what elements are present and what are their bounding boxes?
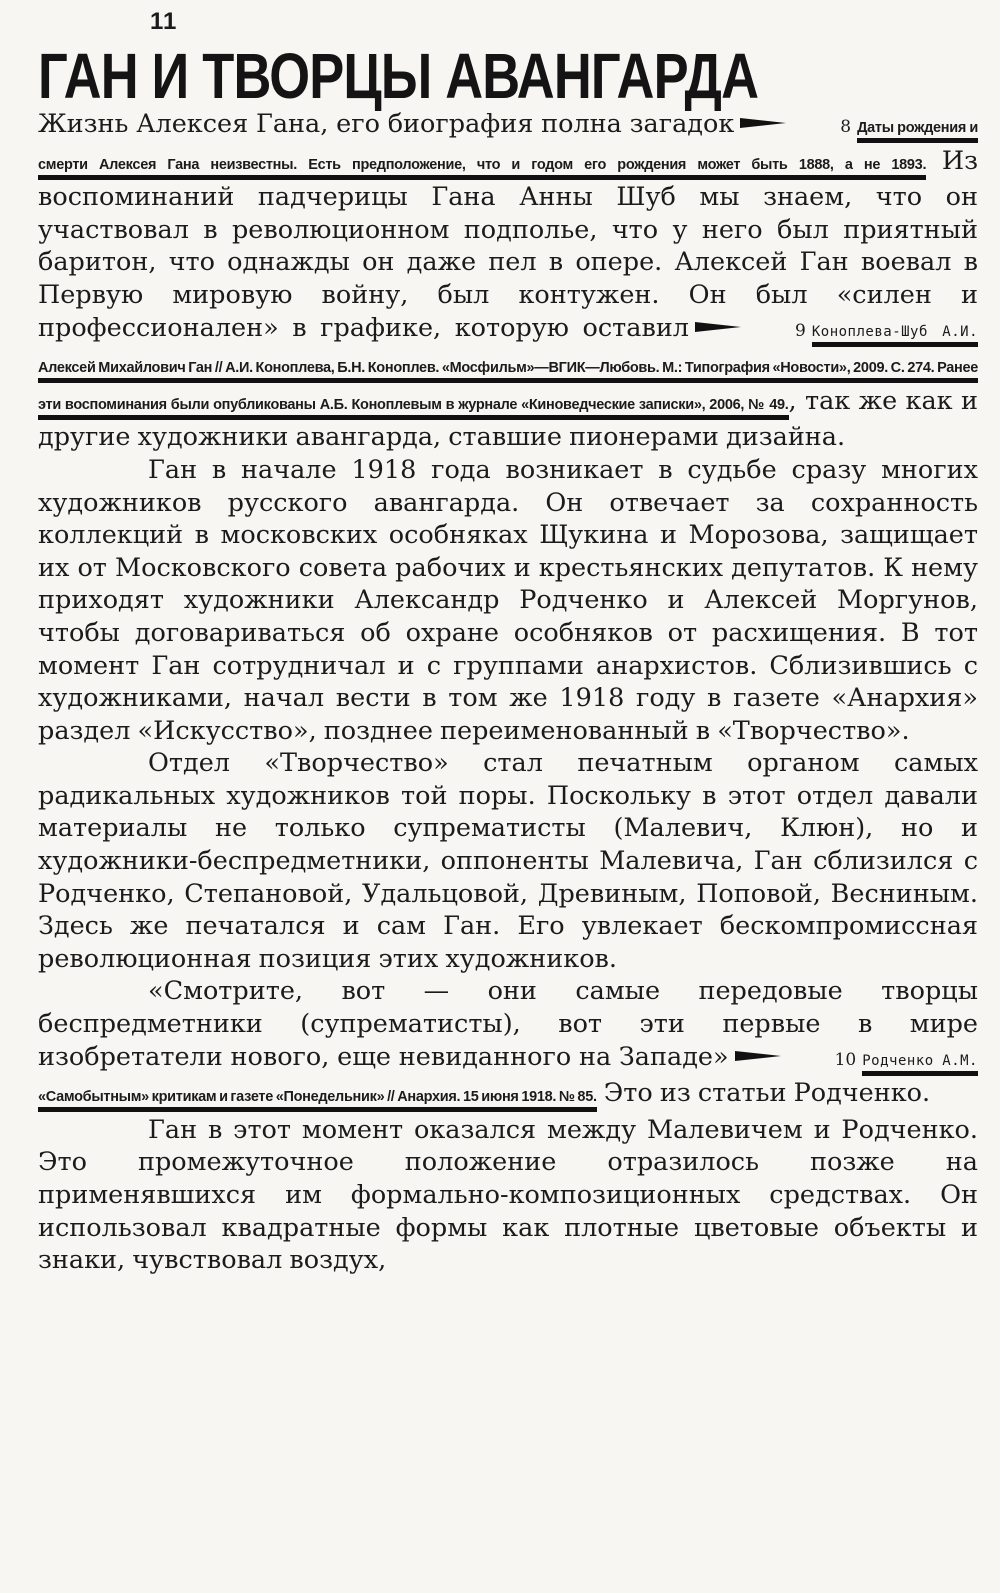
paragraph-3: Отдел «Творчество» стал печатным органом самых радикальных художников той поры. Поскольку в этот отдел давали материалы не только супрематисты (Малевич, Клюн), но и художники-беспредметники, оппоненты Малевича, Ган сблизился с Родченко, Степановой, Удальцовой, Древиным, Поповой, Весниным. Здесь же печатался и сам Ган. Его увлекает бескомпромиссная революционная позиция этих художников. (38, 748, 978, 974)
footnote-9-body: Алексей Михайлович Ган // А.И. Коноплева, Б.Н. Коноплев. «Мосфильм»—ВГИК—Любовь. М.: Типография «Новости», 2009. С. 274. Ранее эти воспоминания были опубликованы А.Б. Коноплевым в журнале «Киноведческие записки», 2006, № 49. (38, 360, 978, 413)
footnote-9-number: 9 (795, 320, 806, 341)
footnote-arrow-icon (735, 1051, 827, 1061)
main-text (38, 108, 978, 1277)
footnote-10-body: «Самобытным» критикам и газете «Понедельник» // Анархия. 15 июня 1918. № 85. (38, 1089, 597, 1106)
paragraph-4 (38, 975, 978, 1113)
footnote-10-number: 10 (834, 1049, 857, 1070)
page-number: 11 (150, 8, 178, 35)
footnote-arrow-icon (695, 322, 787, 332)
paragraph-5: Ган в этот момент оказался между Малевичем и Родченко. Это промежуточное положение отразилось позже на применявшихся им формально-композиционных средствах. Он использовал квадратные формы как плотные цветовые объекты и знаки, чувствовал воздух, (38, 1114, 978, 1276)
footnote-9-author: Коноплева-Шуб А.И. (811, 323, 979, 340)
paragraph-1-part-b: Из воспоминаний падчерицы Гана Анны Шуб мы знаем, что он участвовал в революционном подполье, что у него был приятный баритон, что однажды он даже пел в опере. Алексей Ган воевал в Первую мировую войну, был контужен. Он был «силен и профессионален» в графике, которую оставил (38, 145, 978, 343)
paragraph-1-part-a: Жизнь Алексея Гана, его биография полна загадок (38, 109, 735, 139)
paragraph-1 (38, 108, 978, 454)
paragraph-1-part-c: , так же как и другие художники авангарда, ставшие пионерами дизайна. (38, 385, 978, 453)
page-title: ГАН И ТВОРЦЫ АВАНГАРДА (38, 40, 759, 112)
footnote-arrow-icon (740, 118, 832, 128)
footnote-8-number: 8 (840, 117, 852, 137)
paragraph-2: Ган в начале 1918 года возникает в судьбе сразу многих художников русского авангарда. Он отвечает за сохранность коллекций в московских особняках Щукина и Морозова, защищает их от Московского совета рабочих и крестьянских депутатов. К нему приходят художники Александр Родченко и Алексей Моргунов, чтобы договариваться об охране особняков от расхищения. В тот момент Ган сотрудничал и с группами анархистов. Сблизившись с художниками, начал вести в том же 1918 году в газете «Анархия» раздел «Искусство», позднее переименованный в «Творчество». (38, 454, 978, 746)
paragraph-4-quote: «Смотрите, вот — они самые передовые творцы беспредметники (супрематисты), вот эти первые в мире изобретатели нового, еще невиданного на Западе» (38, 976, 978, 1072)
footnote-8-text: Даты рождения и смерти Алексея Гана неизвестны. Есть предположение, что и годом его рождения может быть 1888, а не 1893. (38, 120, 978, 180)
footnote-10-author: Родченко А.М. (862, 1052, 978, 1069)
paragraph-4-part-b: Это из статьи Родченко. (603, 1078, 931, 1109)
